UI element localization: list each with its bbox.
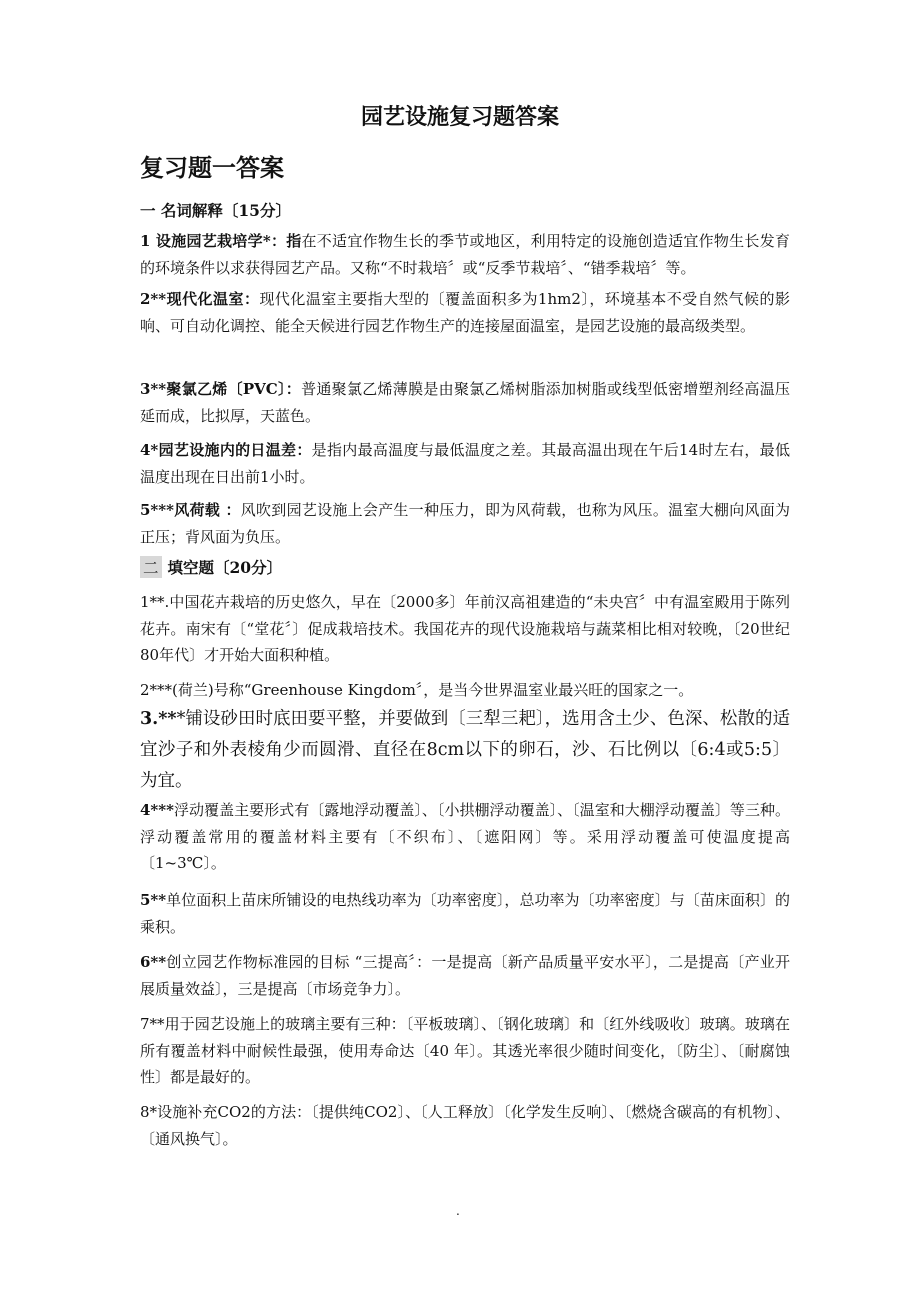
definition-text: 现代化温室主要指大型的〔覆盖面积多为1hm2〕，环境基本不受自然气候的影响、可自动化调控、能全天候进行园艺作物生产的连接屋面温室，是园艺设施的最高级类型。 [140,290,790,335]
definition-term: 5***风荷载 ： [140,501,241,519]
definition-term: 3**聚氯乙烯〔PVC〕： [140,380,302,398]
question-number: 6** [140,953,167,971]
definition-text: 普通聚氯乙烯薄膜是由聚氯乙烯树脂添加树脂或线型低密增塑剂经高温压延而成，比拟厚，天蓝色。 [140,380,790,425]
definition-text: 是指内最高温度与最低温度之差。其最高温出现在午后14时左右，最低温度出现在日出前1小时。 [140,441,790,486]
definition-term: 4*园艺设施内的日温差： [140,441,312,459]
question-item: 7**用于园艺设施上的玻璃主要有三种：〔平板玻璃〕、〔钢化玻璃〕和〔红外线吸收〕玻璃。玻璃在所有覆盖材料中耐候性最强，使用寿命达〔40 年〕。其透光率很少随时间变化，〔防尘〕、〔耐腐蚀性〕都是最好的。 [140,1015,790,1086]
question-item: 8*设施补充CO2的方法：〔提供纯CO2〕、〔人工释放〕〔化学发生反响〕、〔燃烧含碳高的有机物〕、〔通风换气〕。 [140,1103,790,1148]
question-item [140,797,790,877]
question-item [140,887,790,940]
definition-term: 1 设施园艺栽培学*：指 [140,232,302,250]
definition-item [140,228,790,281]
page-heading: 复习题一答案 [140,153,284,182]
question-item: 2***(荷兰)号称“Greenhouse Kingdom〞，是当今世界温室业最兴旺的国家之一。 [140,681,694,699]
question-item [140,949,790,1002]
question-item [140,704,790,797]
section-label: 填空题〔20分〕 [167,558,283,577]
definition-item [140,497,790,550]
question-text: *铺设砂田时底田要平整，并要做到〔三犁三耙〕，选用含土少、色深、松散的适宜沙子和外表棱角少而圆滑、直径在8cm以下的卵石，沙、石比例以〔6:4或5:5〕为宜。 [140,709,790,791]
definition-text: 风吹到园艺设施上会产生一种压力，即为风荷载，也称为风压。温室大棚向风面为正压；背风面为负压。 [140,501,790,546]
section-heading-fill-blank [140,556,282,578]
question-text: 浮动覆盖主要形式有〔露地浮动覆盖〕、〔小拱棚浮动覆盖〕、〔温室和大棚浮动覆盖〕等三种。浮动覆盖常用的覆盖材料主要有〔不织布〕、〔遮阳网〕等。采用浮动覆盖可使温度提高〔1~3℃〕。 [140,801,790,872]
definition-item [140,376,790,429]
section-marker: 二 [140,556,162,578]
question-number: 4*** [140,801,174,819]
document-title: 园艺设施复习题答案 [360,104,559,130]
definition-term: 2**现代化温室： [140,290,260,308]
page-footer-mark: . [456,1204,460,1218]
question-number: 5** [140,891,167,909]
definition-item [140,437,790,490]
question-number: 3.** [140,709,177,729]
definition-item [140,286,790,339]
question-text: 创立园艺作物标准园的目标 “三提高〞：一是提高〔新产品质量平安水平〕，二是提高〔产业开展质量效益〕，三是提高〔市场竞争力〕。 [140,953,790,998]
question-text: 单位面积上苗床所铺设的电热线功率为〔功率密度〕，总功率为〔功率密度〕与〔苗床面积〕的乘积。 [140,891,790,936]
section-heading-definitions: 一 名词解释〔15分〕 [140,201,291,220]
definition-text: 在不适宜作物生长的季节或地区，利用特定的设施创造适宜作物生长发育的环境条件以求获得园艺产品。又称“不时栽培〞或“反季节栽培〞、“错季栽培〞等。 [140,232,790,277]
question-item: 1**.中国花卉栽培的历史悠久，早在〔2000多〕年前汉高祖建造的“未央宫〞中有温室殿用于陈列花卉。南宋有〔“堂花〞〕促成栽培技术。我国花卉的现代设施栽培与蔬菜相比相对较晚，〔20世纪80年代〕才开始大面积种植。 [140,593,790,664]
